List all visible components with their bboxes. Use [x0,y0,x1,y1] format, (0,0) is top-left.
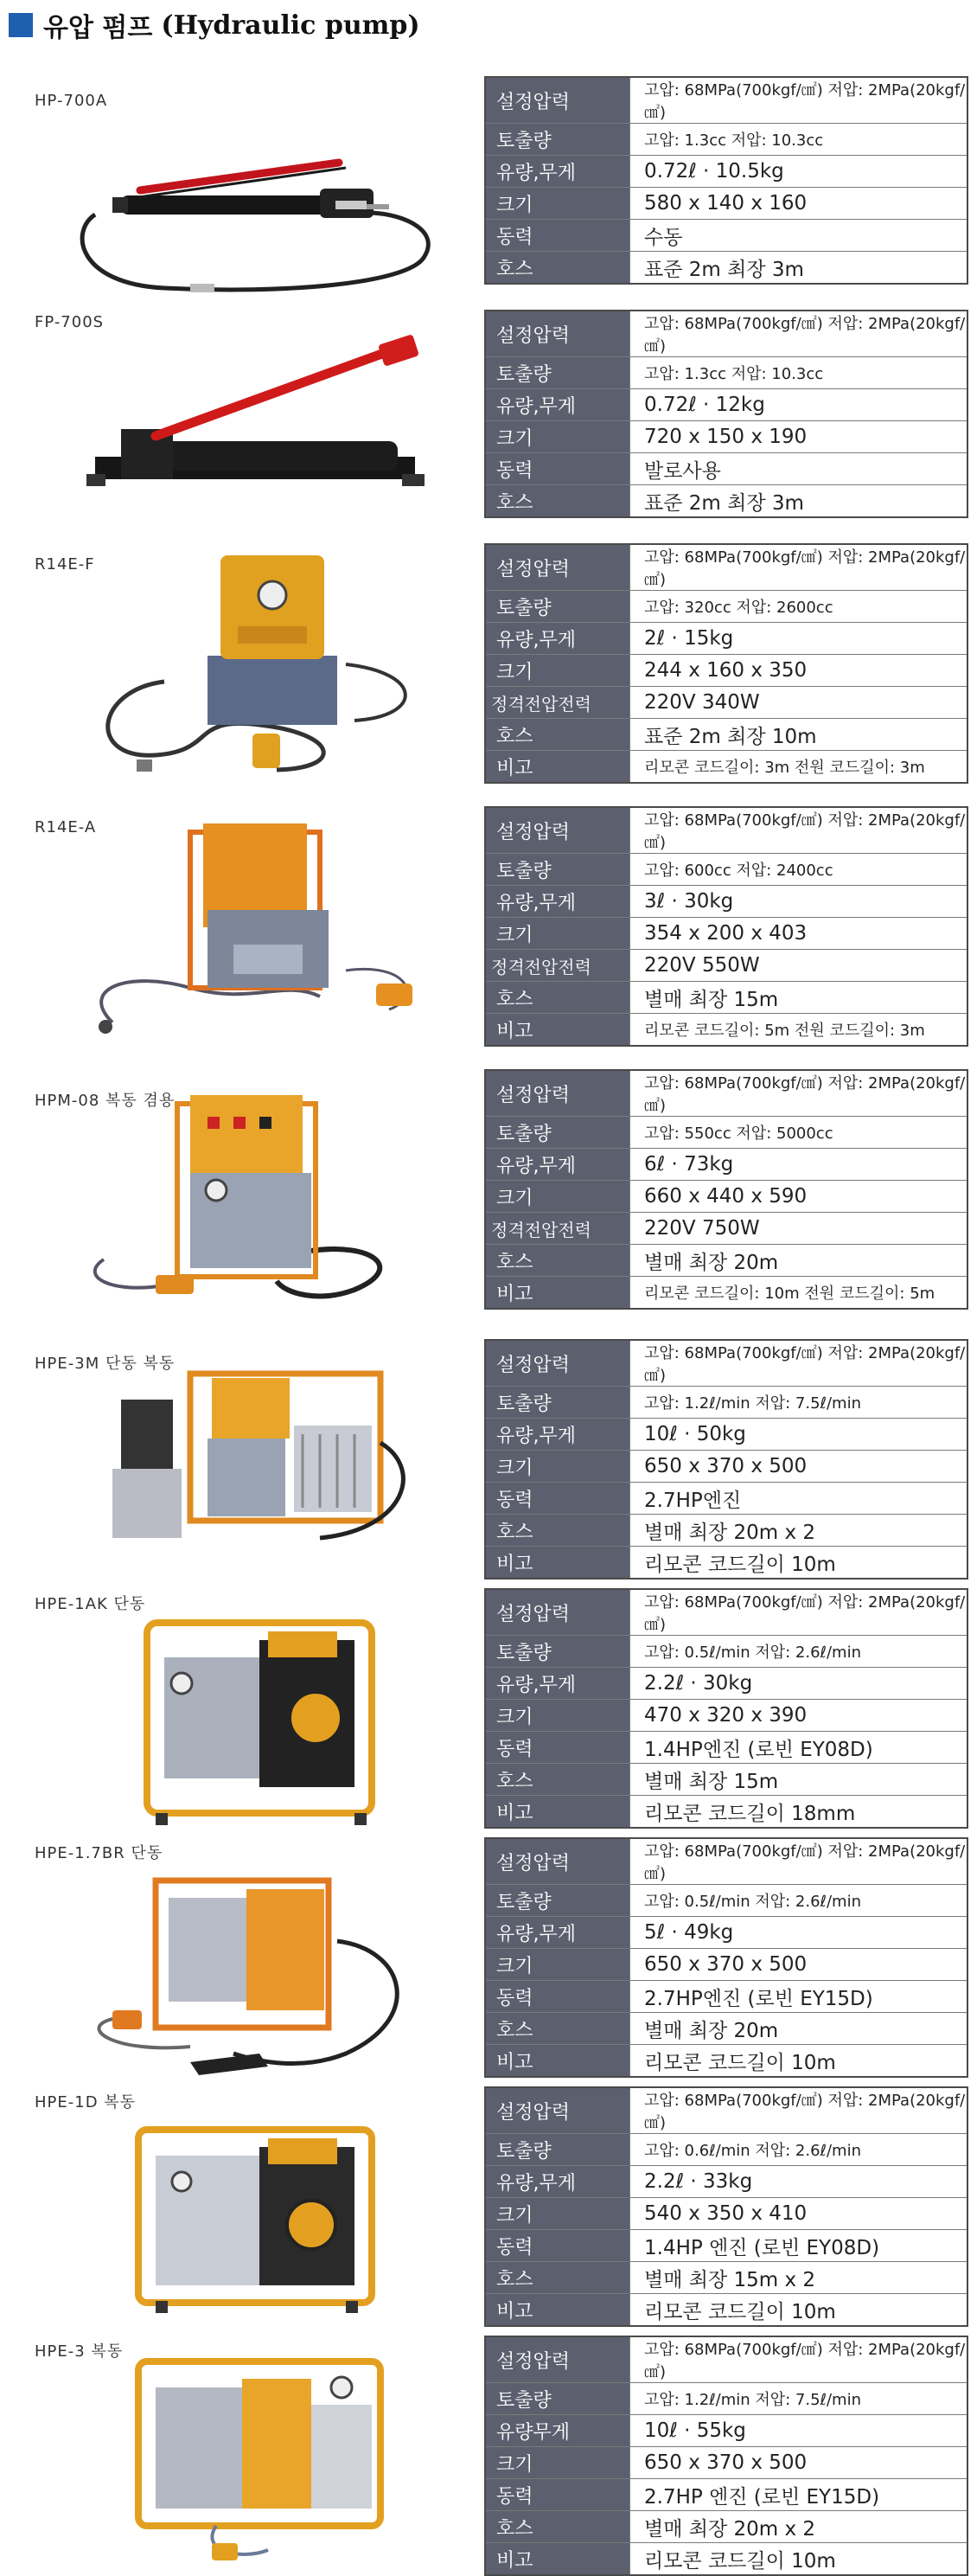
spec-value-power: 2.7HP엔진 [630,1483,968,1515]
spec-label-discharge: 토출량 [485,854,630,886]
spec-value-flow-weight: 0.72ℓ · 10.5kg [630,156,968,188]
spec-value-flow-weight: 5ℓ · 49kg [630,1917,968,1949]
spec-label-flow-weight: 유량무게 [485,2415,630,2447]
spec-value-rated: 220V 340W [630,687,968,719]
spec-table [484,76,968,285]
spec-value-power: 2.7HP 엔진 (로빈 EY15D) [630,2479,968,2511]
model-label: HPE-1AK 단동 [35,1595,146,1613]
spec-label-size: 크기 [485,655,630,687]
spec-table [484,2336,968,2576]
foot-pump-image [61,327,441,526]
spec-value-hose: 별매 최장 15m x 2 [630,2262,968,2294]
spec-label-hose: 호스 [485,982,630,1014]
spec-table [484,2086,968,2327]
spec-label-note: 비고 [485,2543,630,2576]
spec-label-rated: 정격전압전력 [485,950,630,982]
model-label: HPE-3M 단동 복동 [35,1355,176,1373]
spec-label-flow-weight: 유량,무게 [485,886,630,918]
spec-value-pressure: 고압: 68MPa(700kgf/㎠) 저압: 2MPa(20kgf/㎠) [630,1838,968,1885]
page-subtitle: (Hydraulic pump) [161,10,420,41]
spec-label-pressure: 설정압력 [485,1070,630,1117]
model-label: R14E-F [35,555,95,574]
spec-value-power: 2.7HP엔진 (로빈 EY15D) [630,1981,968,2013]
spec-label-pressure: 설정압력 [485,2336,630,2383]
spec-table [484,543,968,784]
spec-label-flow-weight: 유량,무게 [485,1917,630,1949]
spec-value-flow-weight: 6ℓ · 73kg [630,1149,968,1181]
spec-label-hose: 호스 [485,1764,630,1796]
model-label: HP-700A [35,92,108,110]
spec-value-pressure: 고압: 68MPa(700kgf/㎠) 저압: 2MPa(20kgf/㎠) [630,544,968,591]
spec-label-note: 비고 [485,1547,630,1580]
spec-value-note: 리모콘 코드길이: 3m 전원 코드길이: 3m [630,751,968,784]
spec-label-discharge: 토출량 [485,357,630,389]
spec-value-discharge: 고압: 0.6ℓ/min 저압: 2.6ℓ/min [630,2134,968,2166]
spec-value-power: 1.4HP엔진 (로빈 EY08D) [630,1732,968,1764]
spec-label-size: 크기 [485,188,630,220]
spec-label-size: 크기 [485,1949,630,1981]
spec-value-pressure: 고압: 68MPa(700kgf/㎠) 저압: 2MPa(20kgf/㎠) [630,2087,968,2134]
spec-value-discharge: 고압: 1.3cc 저압: 10.3cc [630,124,968,156]
spec-label-rated: 정격전압전력 [485,1213,630,1245]
spec-value-flow-weight: 2ℓ · 15kg [630,623,968,655]
model-label: HPE-1D 복동 [35,2093,137,2111]
spec-value-flow-weight: 10ℓ · 55kg [630,2415,968,2447]
model-label: R14E-A [35,818,97,836]
model-label: FP-700S [35,313,105,331]
spec-label-size: 크기 [485,2447,630,2479]
spec-value-discharge: 고압: 0.5ℓ/min 저압: 2.6ℓ/min [630,1636,968,1668]
spec-value-size: 650 x 370 x 500 [630,1451,968,1483]
spec-table [484,1339,968,1580]
spec-label-size: 크기 [485,1700,630,1732]
spec-label-hose: 호스 [485,2262,630,2294]
spec-value-flow-weight: 3ℓ · 30kg [630,886,968,918]
spec-value-hose: 표준 2m 최장 3m [630,252,968,285]
spec-value-size: 650 x 370 x 500 [630,1949,968,1981]
spec-value-pressure: 고압: 68MPa(700kgf/㎠) 저압: 2MPa(20kgf/㎠) [630,2336,968,2383]
spec-value-size: 354 x 200 x 403 [630,918,968,950]
spec-label-hose: 호스 [485,2511,630,2543]
spec-label-power: 동력 [485,1732,630,1764]
spec-label-hose: 호스 [485,719,630,751]
engine-pump-hpe-3-image [61,2353,441,2569]
spec-label-power: 동력 [485,2479,630,2511]
spec-value-discharge: 고압: 600cc 저압: 2400cc [630,854,968,886]
hand-pump-image [61,111,441,310]
spec-label-hose: 호스 [485,1515,630,1547]
spec-value-flow-weight: 10ℓ · 50kg [630,1419,968,1451]
spec-label-power: 동력 [485,453,630,485]
spec-value-size: 540 x 350 x 410 [630,2198,968,2230]
spec-label-pressure: 설정압력 [485,1838,630,1885]
spec-table [484,806,968,1047]
spec-value-pressure: 고압: 68MPa(700kgf/㎠) 저압: 2MPa(20kgf/㎠) [630,77,968,124]
spec-value-pressure: 고압: 68MPa(700kgf/㎠) 저압: 2MPa(20kgf/㎠) [630,311,968,357]
spec-label-flow-weight: 유량,무게 [485,2166,630,2198]
electric-pump-hpm-08-image [61,1069,441,1311]
spec-label-discharge: 토출량 [485,1636,630,1668]
spec-value-discharge: 고압: 0.5ℓ/min 저압: 2.6ℓ/min [630,1885,968,1917]
spec-label-hose: 호스 [485,2013,630,2045]
spec-label-note: 비고 [485,2045,630,2078]
spec-label-pressure: 설정압력 [485,807,630,854]
spec-value-size: 244 x 160 x 350 [630,655,968,687]
spec-value-size: 580 x 140 x 160 [630,188,968,220]
spec-label-flow-weight: 유량,무게 [485,1668,630,1700]
spec-label-size: 크기 [485,1451,630,1483]
spec-label-note: 비고 [485,1796,630,1829]
spec-value-hose: 별매 최장 20m [630,1245,968,1277]
spec-label-note: 비고 [485,2294,630,2327]
electric-pump-r14e-f-image [61,543,441,785]
spec-label-pressure: 설정압력 [485,311,630,357]
spec-label-hose: 호스 [485,1245,630,1277]
spec-label-pressure: 설정압력 [485,1340,630,1387]
spec-table [484,1069,968,1310]
spec-label-size: 크기 [485,2198,630,2230]
page-title: 유압 펌프 [43,13,153,43]
header-bullet-icon [9,13,33,37]
spec-label-rated: 정격전압전력 [485,687,630,719]
spec-value-flow-weight: 0.72ℓ · 12kg [630,389,968,421]
spec-value-discharge: 고압: 1.2ℓ/min 저압: 7.5ℓ/min [630,1387,968,1419]
spec-label-note: 비고 [485,1277,630,1310]
spec-label-power: 동력 [485,1483,630,1515]
engine-pump-hpe-1-7br-image [61,1855,441,2088]
spec-value-note: 리모콘 코드길이 10m [630,1547,968,1580]
spec-value-hose: 별매 최장 20m x 2 [630,1515,968,1547]
model-label: HPM-08 복동 겸용 [35,1092,176,1110]
spec-label-note: 비고 [485,1014,630,1047]
spec-label-hose: 호스 [485,485,630,518]
spec-value-note: 리모콘 코드길이: 10m 전원 코드길이: 5m [630,1277,968,1310]
spec-value-note: 리모콘 코드길이 10m [630,2543,968,2576]
spec-value-discharge: 고압: 320cc 저압: 2600cc [630,591,968,623]
spec-value-size: 720 x 150 x 190 [630,421,968,453]
spec-label-discharge: 토출량 [485,2383,630,2415]
engine-pump-hpe-1ak-image [61,1605,441,1839]
spec-value-discharge: 고압: 550cc 저압: 5000cc [630,1117,968,1149]
spec-value-note: 리모콘 코드길이 18mm [630,1796,968,1829]
spec-label-pressure: 설정압력 [485,77,630,124]
spec-value-hose: 별매 최장 20m [630,2013,968,2045]
spec-label-discharge: 토출량 [485,124,630,156]
spec-value-note: 리모콘 코드길이: 5m 전원 코드길이: 3m [630,1014,968,1047]
spec-label-flow-weight: 유량,무게 [485,156,630,188]
spec-label-discharge: 토출량 [485,591,630,623]
spec-label-size: 크기 [485,918,630,950]
spec-label-flow-weight: 유량,무게 [485,1149,630,1181]
spec-value-hose: 표준 2m 최장 10m [630,719,968,751]
spec-label-pressure: 설정압력 [485,2087,630,2134]
spec-value-hose: 별매 최장 15m [630,1764,968,1796]
spec-label-discharge: 토출량 [485,1117,630,1149]
spec-value-flow-weight: 2.2ℓ · 33kg [630,2166,968,2198]
spec-label-power: 동력 [485,1981,630,2013]
spec-label-pressure: 설정압력 [485,544,630,591]
spec-label-flow-weight: 유량,무게 [485,623,630,655]
spec-value-pressure: 고압: 68MPa(700kgf/㎠) 저압: 2MPa(20kgf/㎠) [630,807,968,854]
spec-label-pressure: 설정압력 [485,1589,630,1636]
spec-value-discharge: 고압: 1.3cc 저압: 10.3cc [630,357,968,389]
spec-label-flow-weight: 유량,무게 [485,1419,630,1451]
spec-value-pressure: 고압: 68MPa(700kgf/㎠) 저압: 2MPa(20kgf/㎠) [630,1589,968,1636]
spec-value-power: 발로사용 [630,453,968,485]
spec-value-note: 리모콘 코드길이 10m [630,2294,968,2327]
engine-pump-hpe-3m-image [61,1339,441,1581]
spec-label-discharge: 토출량 [485,1387,630,1419]
spec-table [484,1837,968,2078]
spec-label-discharge: 토출량 [485,1885,630,1917]
spec-value-hose: 표준 2m 최장 3m [630,485,968,518]
spec-label-discharge: 토출량 [485,2134,630,2166]
spec-table [484,1588,968,1829]
spec-value-discharge: 고압: 1.2ℓ/min 저압: 7.5ℓ/min [630,2383,968,2415]
spec-value-power: 수동 [630,220,968,252]
spec-value-size: 470 x 320 x 390 [630,1700,968,1732]
spec-label-note: 비고 [485,751,630,784]
spec-value-flow-weight: 2.2ℓ · 30kg [630,1668,968,1700]
spec-label-power: 동력 [485,220,630,252]
spec-value-size: 660 x 440 x 590 [630,1181,968,1213]
spec-value-hose: 별매 최장 15m [630,982,968,1014]
spec-value-pressure: 고압: 68MPa(700kgf/㎠) 저압: 2MPa(20kgf/㎠) [630,1340,968,1387]
spec-value-size: 650 x 370 x 500 [630,2447,968,2479]
spec-value-rated: 220V 550W [630,950,968,982]
spec-value-hose: 별매 최장 20m x 2 [630,2511,968,2543]
model-label: HPE-1.7BR 단동 [35,1844,163,1862]
model-label: HPE-3 복동 [35,2342,124,2361]
spec-value-pressure: 고압: 68MPa(700kgf/㎠) 저압: 2MPa(20kgf/㎠) [630,1070,968,1117]
spec-label-size: 크기 [485,1181,630,1213]
spec-label-power: 동력 [485,2230,630,2262]
electric-pump-r14e-a-image [61,806,441,1048]
spec-value-note: 리모콘 코드길이 10m [630,2045,968,2078]
spec-label-flow-weight: 유량,무게 [485,389,630,421]
spec-value-power: 1.4HP 엔진 (로빈 EY08D) [630,2230,968,2262]
spec-table [484,310,968,518]
spec-value-rated: 220V 750W [630,1213,968,1245]
spec-label-size: 크기 [485,421,630,453]
page-header [9,5,420,45]
spec-label-hose: 호스 [485,252,630,285]
engine-pump-hpe-1d-image [61,2104,441,2337]
